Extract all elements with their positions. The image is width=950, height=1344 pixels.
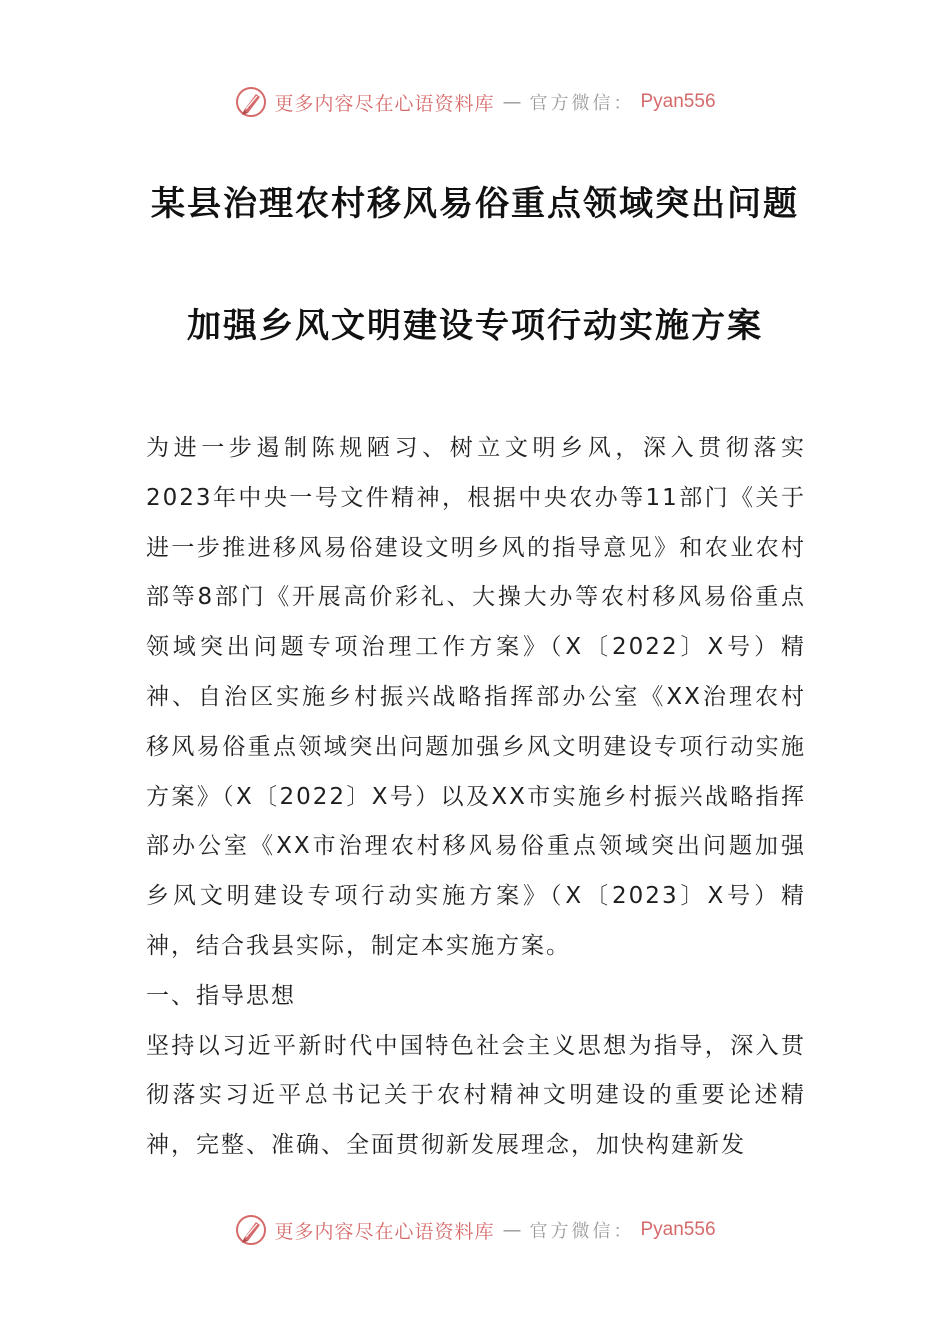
section-1-paragraph: 坚持以习近平新时代中国特色社会主义思想为指导，深入贯彻落实习近平总书记关于农村精神文明建设的重要论述精神，完整、准确、全面贯彻新发展理念，加快构建新发 xyxy=(146,1032,806,1159)
watermark-site-text: 更多内容尽在心语资料库 xyxy=(274,92,495,115)
watermark-separator: — xyxy=(502,91,522,113)
watermark-wechat-id: Pyan556 xyxy=(640,91,716,112)
watermark-wechat-id: Pyan556 xyxy=(640,1219,716,1240)
footer-watermark xyxy=(0,1210,950,1250)
watermark-wechat-label: 官方微信： xyxy=(529,93,635,114)
pen-nib-icon xyxy=(234,85,268,119)
intro-paragraph: 为进一步遏制陈规陋习、树立文明乡风，深入贯彻落实2023年中央一号文件精神，根据中央农办等11部门《关于进一步推进移风易俗建设文明乡风的指导意见》和农业农村部等8部门《开展高价彩礼、大操大办等农村移风易俗重点领域突出问题专项治理工作方案》（X〔2022〕X号）精神、自治区实施乡村振兴战略指挥部办公室《XX治理农村移风易俗重点领域突出问题加强乡风文明建设专项行动实施方案》（X〔2022〕X号）以及XX市实施乡村振兴战略指挥部办公室《XX市治理农村移风易俗重点领域突出问题加强乡风文明建设专项行动实施方案》（X〔2023〕X号）精神，结合我县实际，制定本实施方案。 xyxy=(146,435,806,959)
document-title-line-1: 某县治理农村移风易俗重点领域突出问题 xyxy=(151,184,799,224)
document-title-line-2: 加强乡风文明建设专项行动实施方案 xyxy=(187,306,763,346)
watermark-site-text: 更多内容尽在心语资料库 xyxy=(274,1220,495,1243)
document-body xyxy=(146,424,806,1171)
section-1-heading: 一、指导思想 xyxy=(146,982,296,1009)
header-watermark xyxy=(0,82,950,122)
pen-nib-icon xyxy=(234,1213,268,1247)
watermark-wechat-label: 官方微信： xyxy=(529,1221,635,1242)
watermark-separator: — xyxy=(502,1219,522,1241)
